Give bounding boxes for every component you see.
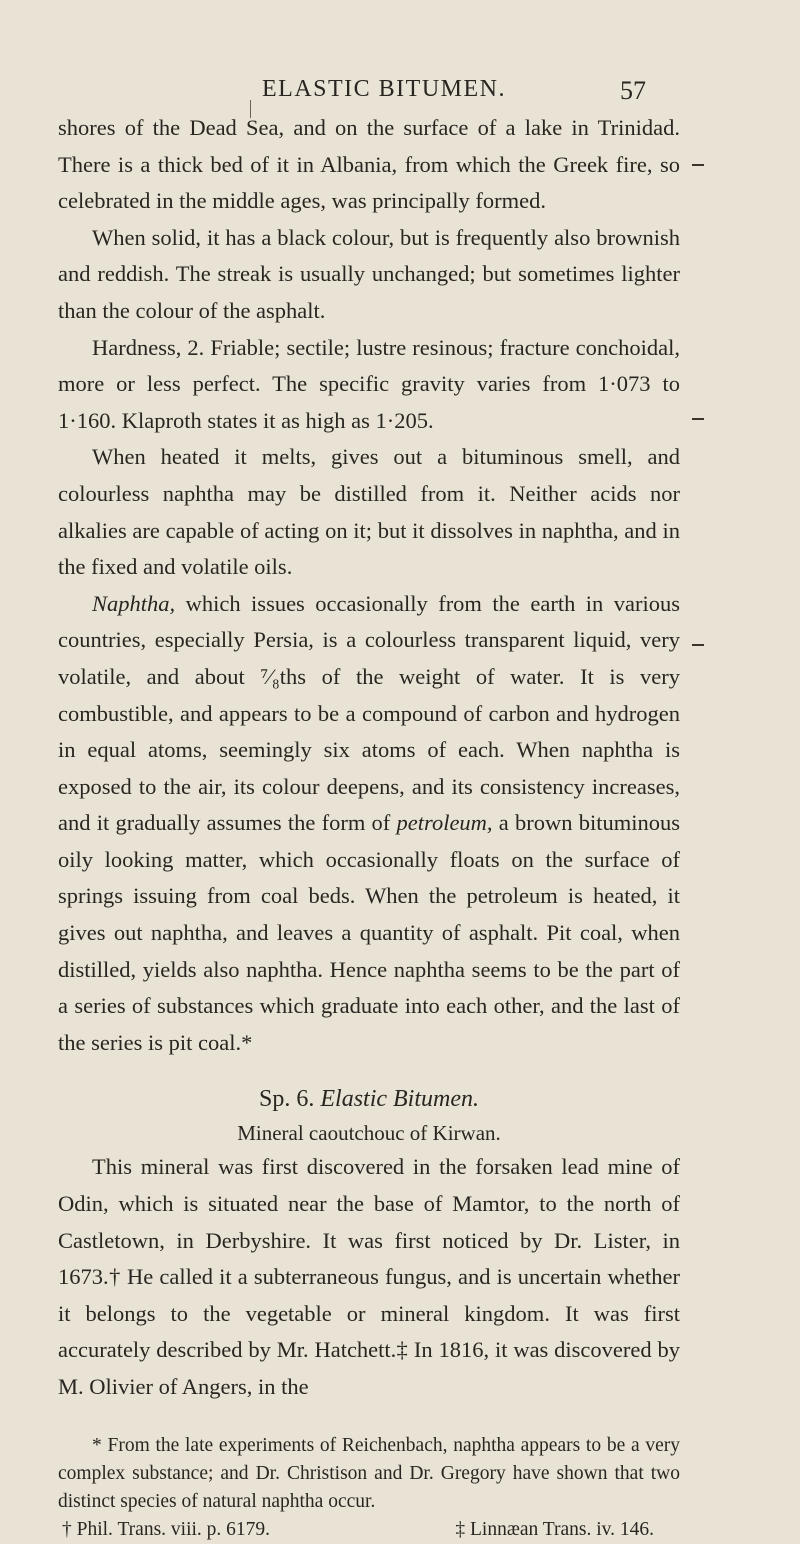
species-name: Elastic Bitumen.: [320, 1086, 479, 1113]
margin-dash-mark: [692, 418, 704, 420]
footnote-references: [58, 1516, 680, 1544]
paragraph-asphalt-localities: shores of the Dead Sea, and on the surface of a lake in Trinidad. There is a thick bed of it in Albania, from which the Greek fire, so celebrated in the middle ages, was principally formed.: [58, 115, 680, 214]
page-header: [0, 76, 800, 106]
footnote-star: * From the late experiments of Reichenbach, naphtha appears to be a very complex substance; and Dr. Christison and Dr. Gregory have shown that two distinct species of natural naphtha occur.: [58, 1434, 680, 1512]
naphtha-text-a: which issues occasionally from the earth in various countries, especially Persia, is a colourless transparent liquid, very volatile, and about ⁷⁄₈ths of the weight of water. It is very combustible, and appears to be a compound of carbon and hydrogen in equal atoms, seemingly six atoms of each. When naphtha is exposed to the air, its colour deepens, and its consistency increases, and it gradually assumes the form of: [58, 590, 680, 836]
running-title: ELASTIC BITUMEN.: [262, 76, 506, 102]
paragraph-elastic-bitumen: This mineral was first discovered in the forsaken lead mine of Odin, which is situated near the base of Mamtor, to the north of Castletown, in Derbyshire. It was first noticed by Dr. Lister, in 1673.† He called it a subterraneous fungus, and is uncertain whether it belongs to the vegetable or mineral kingdom. It was first accurately described by Mr. Hatchett.‡ In 1816, it was discovered by M. Olivier of Angers, in the: [58, 1154, 680, 1399]
margin-dash-mark: [692, 164, 704, 166]
species-title: [58, 1081, 680, 1117]
species-synonym: Mineral caoutchouc of Kirwan.: [237, 1121, 501, 1146]
footnote-double-dagger: ‡ Linnæan Trans. iv. 146.: [455, 1518, 654, 1540]
paragraph-heating: When heated it melts, gives out a bituminous smell, and colourless naphtha may be distilled from it. Neither acids nor alkalies are capable of acting on it; but it dissolves in naphtha, and in the fixed and volatile oils.: [58, 444, 680, 580]
paragraph-hardness: Hardness, 2. Friable; sectile; lustre resinous; fracture conchoidal, more or less perfect. The specific gravity varies from 1·073 to 1·160. Klaproth states it as high as 1·205.: [58, 334, 680, 433]
species-number: Sp. 6.: [259, 1086, 315, 1113]
species-heading: [58, 1081, 680, 1149]
paragraph-naphtha: [58, 586, 680, 1062]
footnotes: [58, 1432, 680, 1544]
page-number: 57: [620, 76, 646, 105]
paragraph-colour: When solid, it has a black colour, but is frequently also brownish and reddish. The streak is usually unchanged; but sometimes lighter than the colour of the asphalt.: [58, 224, 680, 323]
body-text: [58, 110, 680, 1544]
margin-dash-mark: [692, 644, 704, 646]
footnote-dagger: † Phil. Trans. viii. p. 6179.: [62, 1518, 271, 1540]
term-naphtha: Naphtha,: [92, 590, 176, 616]
term-petroleum: petroleum,: [396, 810, 493, 836]
naphtha-text-b: a brown bituminous oily looking matter, which occasionally floats on the surface of springs issuing from coal beds. When the petroleum is heated, it gives out naphtha, and leaves a quantity of asphalt. Pit coal, when distilled, yields also naphtha. Hence naphtha seems to be the part of a series of substances which graduate into each other, and the last of the series is pit coal.*: [58, 810, 680, 1055]
